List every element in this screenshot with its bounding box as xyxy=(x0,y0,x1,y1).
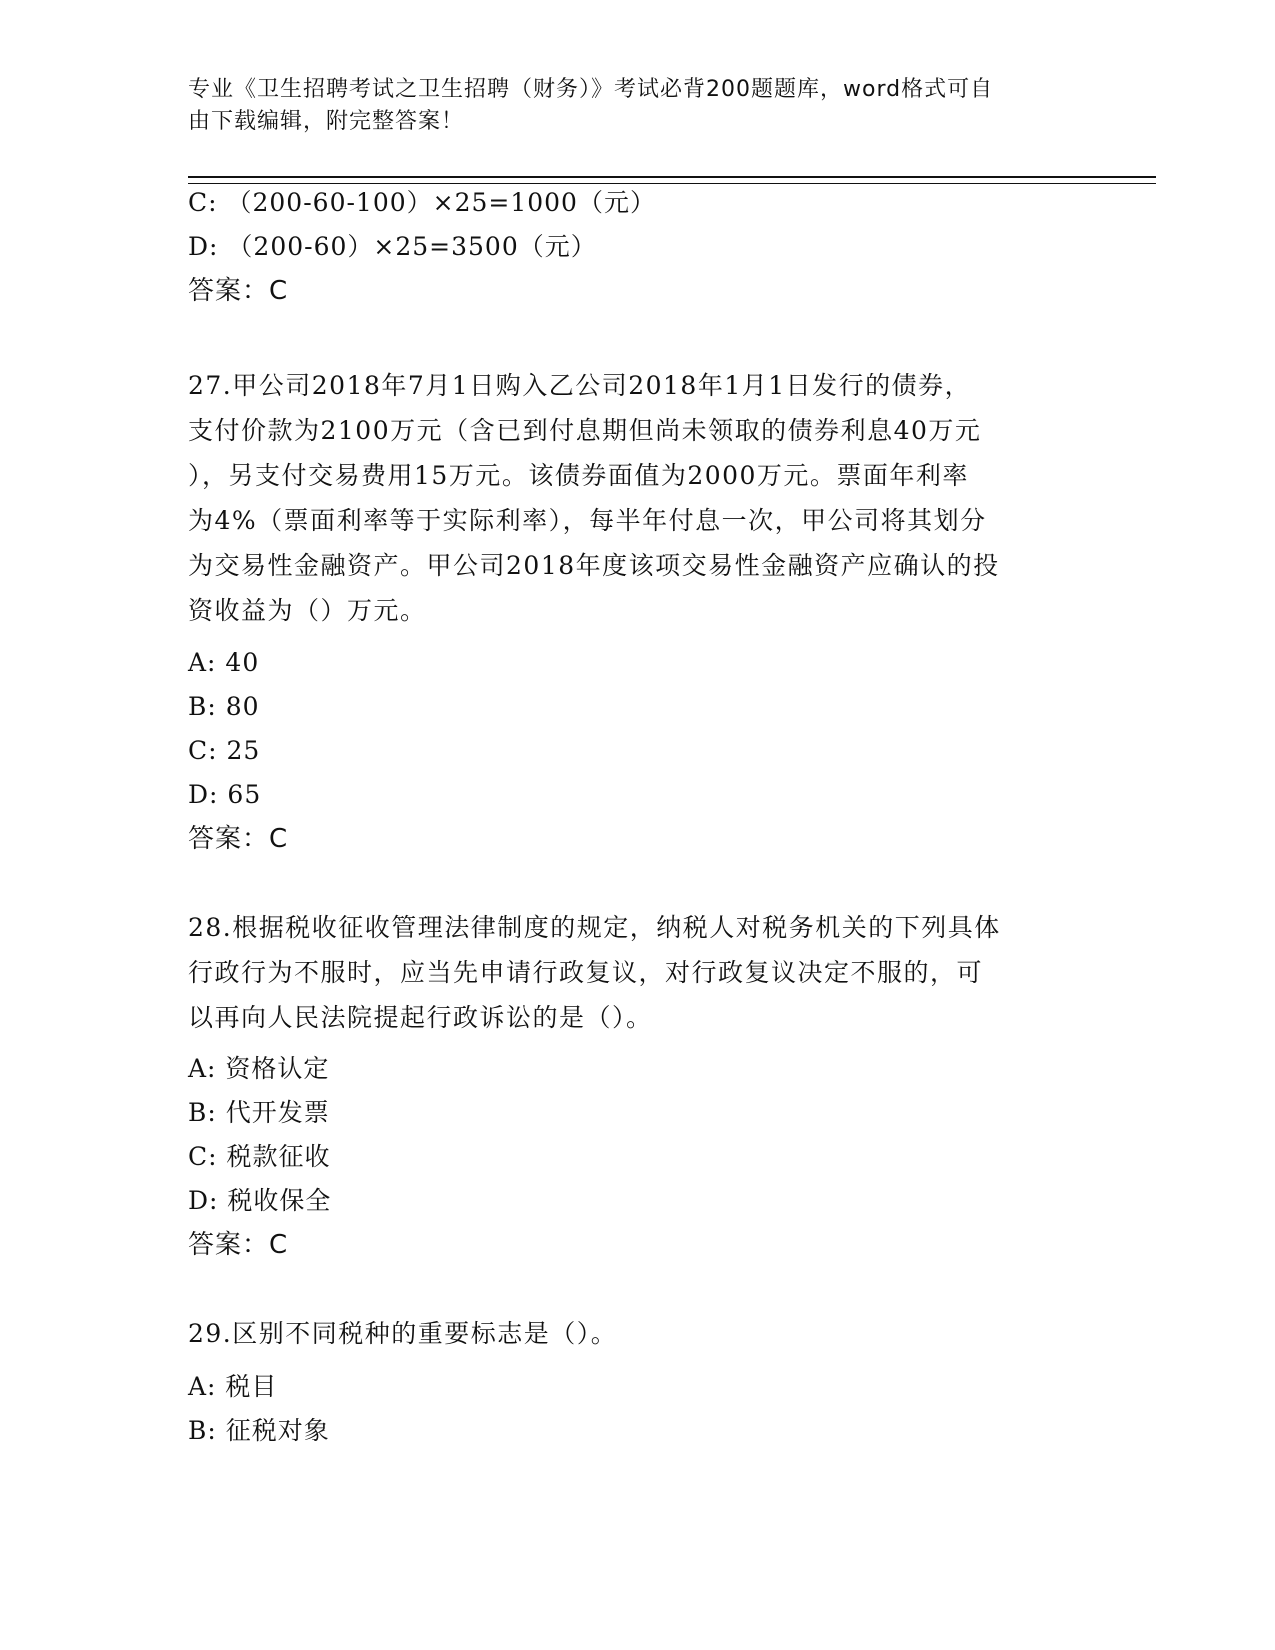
question-27-line: 27.甲公司2018年7月1日购入乙公司2018年1月1日发行的债券， xyxy=(188,371,972,400)
question-27-option-b: B: 80 xyxy=(188,692,260,721)
question-27-line: 为4%（票面利率等于实际利率），每半年付息一次，甲公司将其划分 xyxy=(188,506,987,535)
header-divider-thick xyxy=(188,176,1156,178)
question-28-option-d: D: 税收保全 xyxy=(188,1186,332,1215)
question-28-line: 28.根据税收征收管理法律制度的规定，纳税人对税务机关的下列具体 xyxy=(188,913,1001,942)
question-27-option-a: A: 40 xyxy=(188,648,260,677)
question-27-text xyxy=(188,363,1088,633)
question-27-line: 资收益为（）万元。 xyxy=(188,596,427,625)
question-29-line: 29.区别不同税种的重要标志是（）。 xyxy=(188,1319,618,1348)
header-line-2: 由下载编辑，附完整答案！ xyxy=(188,109,465,134)
prev-answer: 答案：C xyxy=(188,276,289,306)
question-27-line: 支付价款为2100万元（含已到付息期但尚未领取的债券利息40万元 xyxy=(188,416,982,445)
question-28-line: 以再向人民法院提起行政诉讼的是（）。 xyxy=(188,1003,653,1032)
question-28-text xyxy=(188,905,1088,1040)
question-29-option-a: A: 税目 xyxy=(188,1372,278,1401)
question-28-option-c: C: 税款征收 xyxy=(188,1142,331,1171)
question-29-option-b: B: 征税对象 xyxy=(188,1416,330,1445)
question-28-line: 行政行为不服时，应当先申请行政复议，对行政复议决定不服的，可 xyxy=(188,958,984,987)
prev-option-c: C: （200-60-100）×25=1000（元） xyxy=(188,188,656,217)
question-27-option-c: C: 25 xyxy=(188,736,261,765)
question-29-text xyxy=(188,1311,1088,1356)
prev-option-d: D: （200-60）×25=3500（元） xyxy=(188,232,597,261)
document-header xyxy=(188,74,1068,138)
question-27-line: 为交易性金融资产。甲公司2018年度该项交易性金融资产应确认的投 xyxy=(188,551,1000,580)
question-28-option-a: A: 资格认定 xyxy=(188,1054,330,1083)
question-27-answer: 答案：C xyxy=(188,824,289,854)
header-line-1: 专业《卫生招聘考试之卫生招聘（财务）》考试必背200题题库，word格式可自 xyxy=(188,77,994,102)
header-divider-thin xyxy=(188,183,1156,184)
question-27-option-d: D: 65 xyxy=(188,780,262,809)
question-28-answer: 答案：C xyxy=(188,1230,289,1260)
question-27-line: ），另支付交易费用15万元。该债券面值为2000万元。票面年利率 xyxy=(188,461,969,490)
question-28-option-b: B: 代开发票 xyxy=(188,1098,330,1127)
